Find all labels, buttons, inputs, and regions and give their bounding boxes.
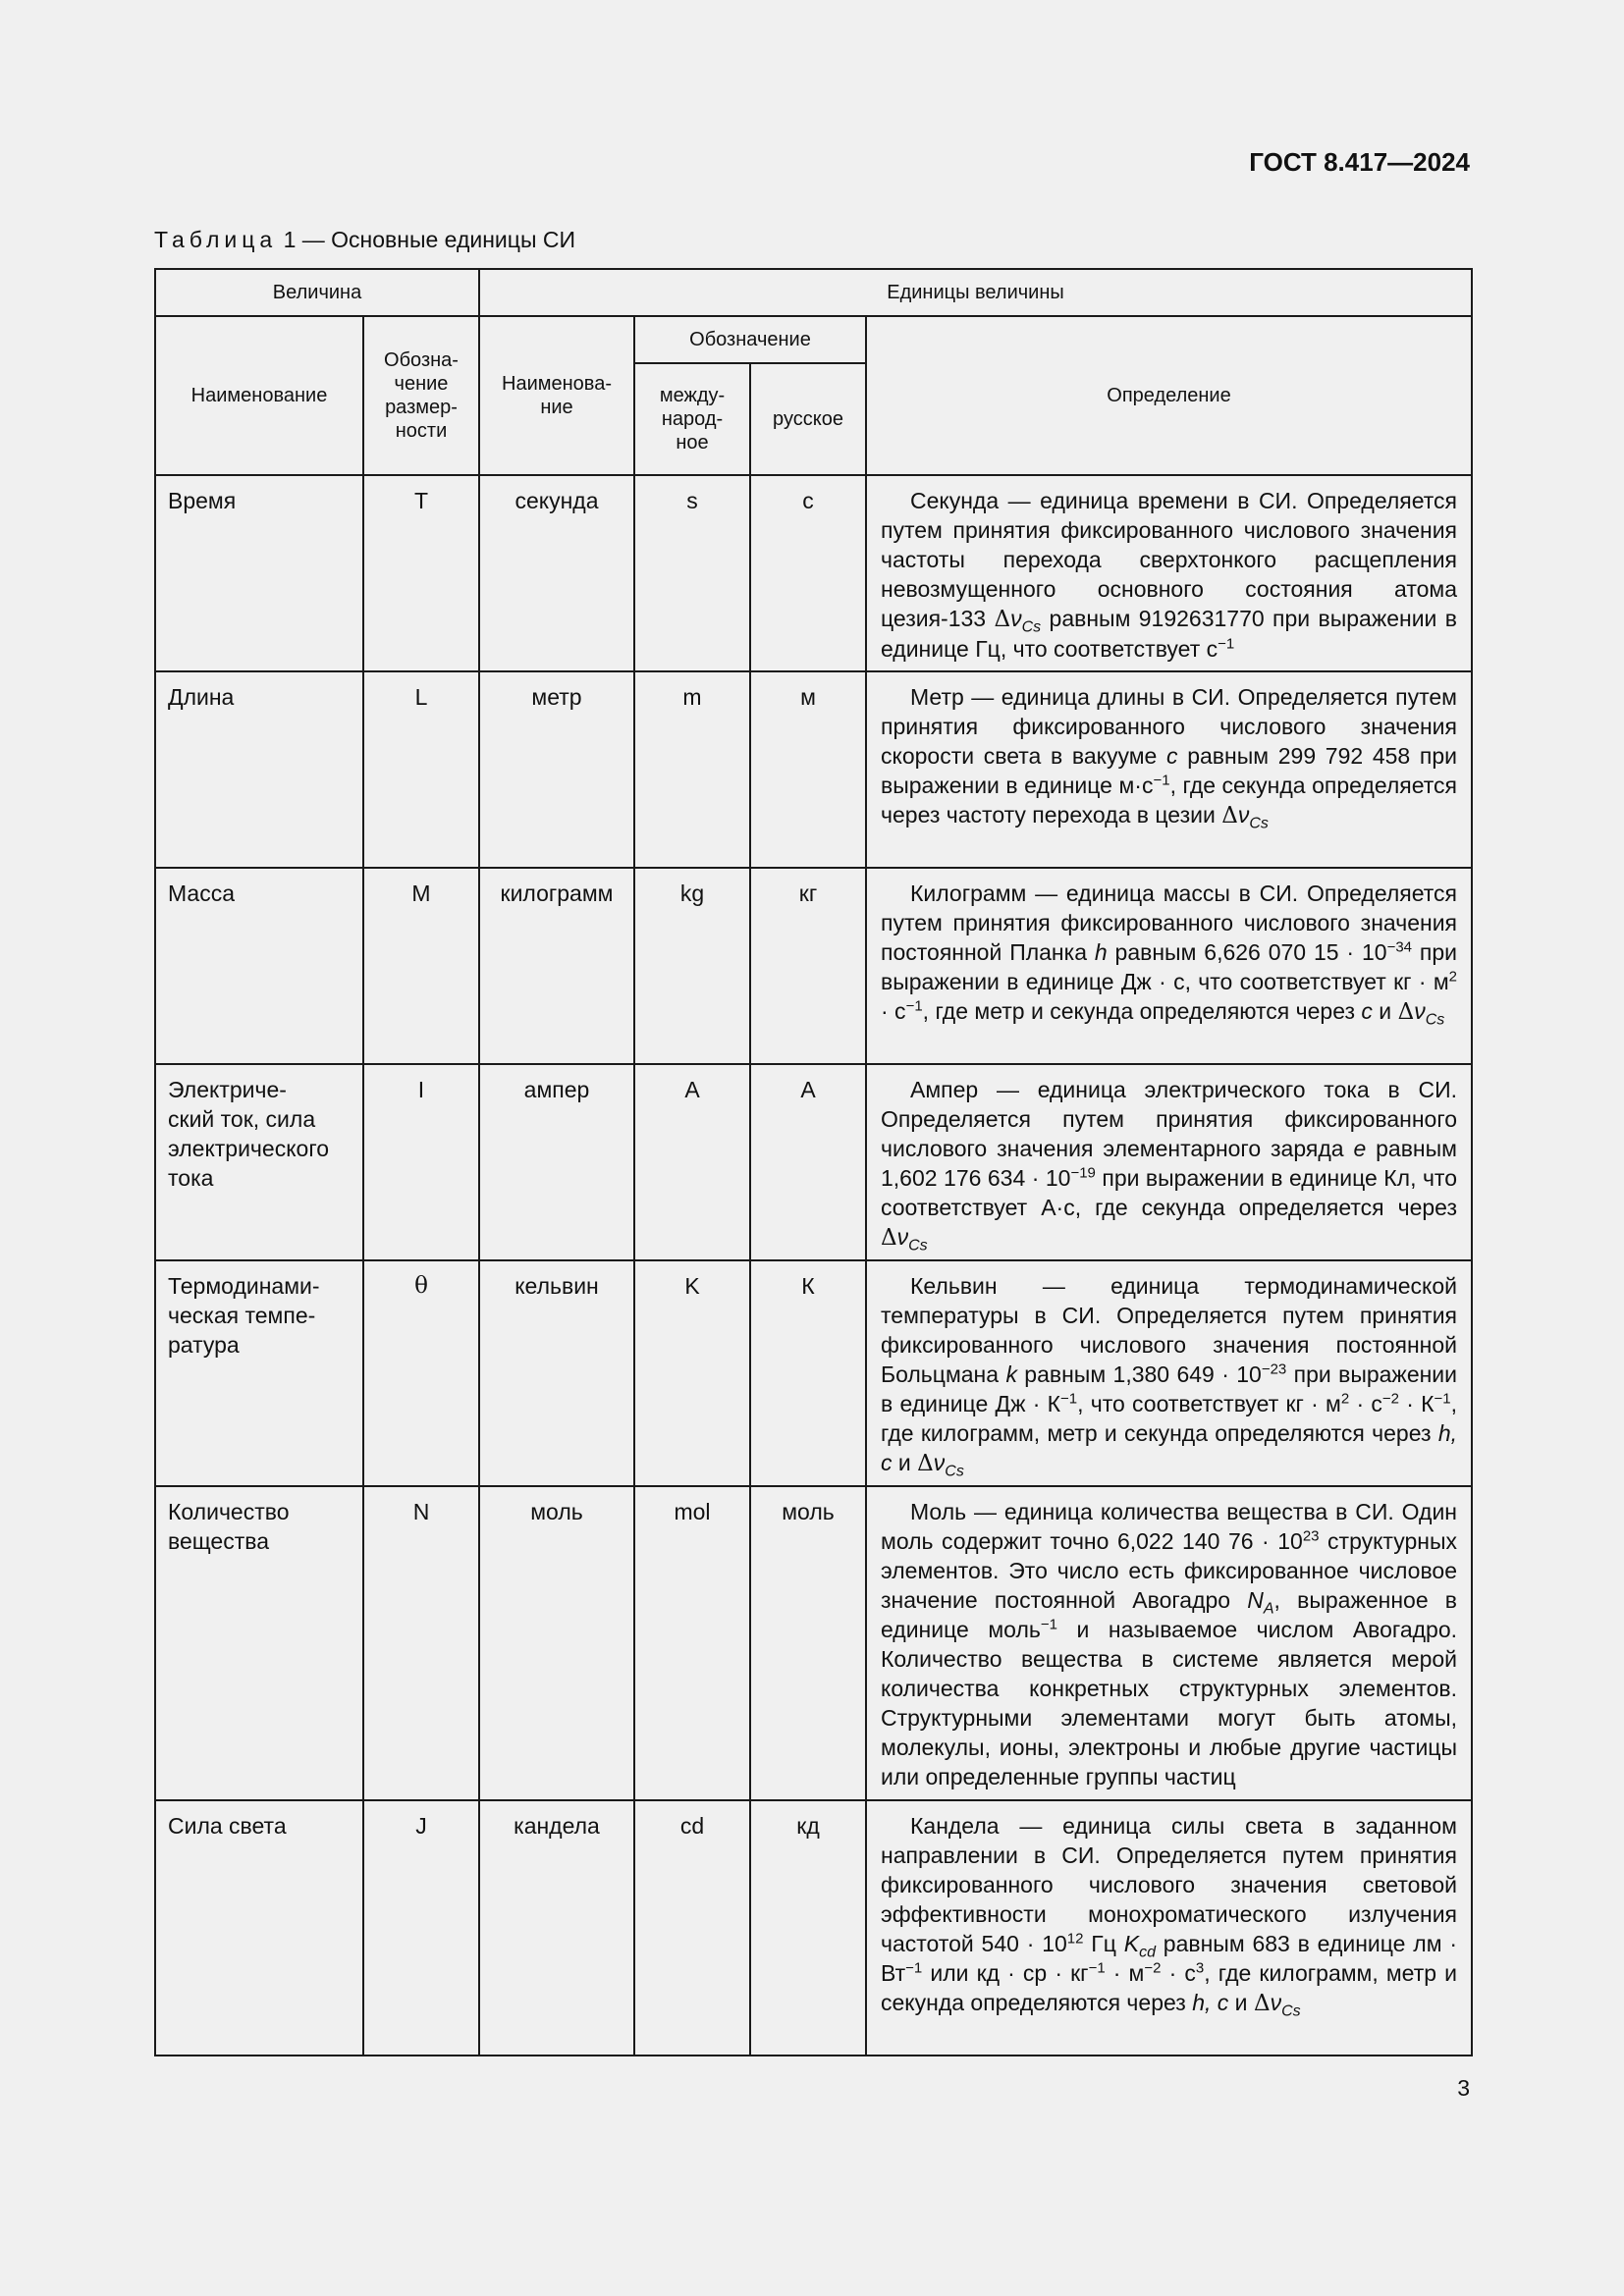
russian-symbol: кг [750, 868, 866, 1064]
si-units-table [154, 268, 1473, 2056]
definition-text: Секунда — единица времени в СИ. Определяется путем принятия фиксированного числового значения частоты перехода сверхтонкого расщепления невозмущенного основного состояния атома цезия-133 $\Delta\nu_{Cs}$ равным 9192631770 при выражении в единице Гц, что соответствует $с^{-1}$ [866, 475, 1472, 671]
dimension-symbol: I [363, 1064, 479, 1260]
russian-symbol: с [750, 475, 866, 671]
dimension-symbol: J [363, 1800, 479, 2056]
header-definition: Определение [866, 316, 1472, 475]
header-quantity: Величина [155, 269, 479, 316]
standard-number: ГОСТ 8.417—2024 [1249, 147, 1470, 177]
header-russian: русское [750, 363, 866, 475]
unit-name: кельвин [479, 1260, 634, 1486]
table-row [155, 671, 1472, 868]
definition-text: Моль — единица количества вещества в СИ. Один моль содержит точно 6,022 140 $76 \cdot 10^{23}$ структурных элементов. Это число есть фиксированное числовое значение постоянной Авогадро $N_A$, выраженное в единице моль$^{-1}$ и называемое числом Авогадро. Количество вещества в системе является мерой количества конкретных структурных элементов. Структурными элементами могут быть атомы, молекулы, ионы, электроны и любые другие частицы или определенные группы частиц [866, 1486, 1472, 1800]
russian-symbol: м [750, 671, 866, 868]
unit-name: кандела [479, 1800, 634, 2056]
header-unit-name: Наименова- ние [479, 316, 634, 475]
caption-word: Таблица [154, 227, 278, 252]
unit-name: ампер [479, 1064, 634, 1260]
definition-text: Килограмм — единица массы в СИ. Определяется путем принятия фиксированного числового значения постоянной Планка h равным 6,626 070 $15 \cdot 10^{-34}$ при выражении в единице Дж · с, что соответствует кг · $м^2 \cdot с^{-1}$, где метр и секунда определяются через c и $\Delta\nu_{Cs}$ [866, 868, 1472, 1064]
quantity-name: Время [155, 475, 363, 671]
definition-text: Метр — единица длины в СИ. Определяется путем принятия фиксированного числового значения скорости света в вакууме c равным 299 792 458 при выражении в единице $м\cdot с^{-1}$, где секунда определяется через частоту перехода в цезии $\Delta\nu_{Cs}$ [866, 671, 1472, 868]
russian-symbol: кд [750, 1800, 866, 2056]
international-symbol: m [634, 671, 750, 868]
header-dimension: Обозна- чение размер- ности [363, 316, 479, 475]
international-symbol: mol [634, 1486, 750, 1800]
header-international: между- народ- ное [634, 363, 750, 475]
russian-symbol: моль [750, 1486, 866, 1800]
international-symbol: s [634, 475, 750, 671]
quantity-name: Длина [155, 671, 363, 868]
table-caption [154, 227, 575, 253]
table-row [155, 1800, 1472, 2056]
quantity-name: Сила света [155, 1800, 363, 2056]
unit-name: метр [479, 671, 634, 868]
caption-title: 1 — Основные единицы СИ [277, 227, 576, 252]
header-name: Наименование [155, 316, 363, 475]
table-row [155, 868, 1472, 1064]
definition-text: Кандела — единица силы света в заданном направлении в СИ. Определяется путем принятия фиксированного числового значения световой эффективности монохроматического излучения частотой $540 \cdot 10^{12}$ Гц $K_{cd}$ равным 683 в единице лм · $Вт^{-1}$ или кд · ср · $кг^{-1} \cdot м^{-2} \cdot с^3$, где килограмм, метр и секунда определяются через h, c и $\Delta\nu_{Cs}$ [866, 1800, 1472, 2056]
table-row [155, 1064, 1472, 1260]
definition-text: Кельвин — единица термодинамической температуры в СИ. Определяется путем принятия фиксированного числового значения постоянной Больцмана k равным 1,380 $649 \cdot 10^{-23}$ при выражении в единице Дж · $К^{-1}$, что соответствует кг · $м^2 \cdot с^{-2} \cdot К^{-1}$, где килограмм, метр и секунда определяются через h, c и $\Delta\nu_{Cs}$ [866, 1260, 1472, 1486]
table-row [155, 1486, 1472, 1800]
quantity-name: Масса [155, 868, 363, 1064]
dimension-symbol: N [363, 1486, 479, 1800]
quantity-name: Термодинами- ческая темпе- ратура [155, 1260, 363, 1486]
header-designation: Обозначение [634, 316, 866, 363]
international-symbol: K [634, 1260, 750, 1486]
dimension-symbol: θ [363, 1260, 479, 1486]
quantity-name: Количество вещества [155, 1486, 363, 1800]
unit-name: моль [479, 1486, 634, 1800]
russian-symbol: К [750, 1260, 866, 1486]
international-symbol: cd [634, 1800, 750, 2056]
unit-name: килограмм [479, 868, 634, 1064]
quantity-name: Электриче- ский ток, сила электрического тока [155, 1064, 363, 1260]
unit-name: секунда [479, 475, 634, 671]
dimension-symbol: L [363, 671, 479, 868]
definition-text: Ампер — единица электрического тока в СИ. Определяется путем принятия фиксированного числового значения элементарного заряда e равным 1,602 176 $634 \cdot 10^{-19}$ при выражении в единице Кл, что соответствует А·с, где секунда определяется через $\Delta\nu_{Cs}$ [866, 1064, 1472, 1260]
international-symbol: A [634, 1064, 750, 1260]
dimension-symbol: M [363, 868, 479, 1064]
table-row [155, 475, 1472, 671]
table-row [155, 1260, 1472, 1486]
header-units: Единицы величины [479, 269, 1472, 316]
international-symbol: kg [634, 868, 750, 1064]
page-number: 3 [1457, 2075, 1470, 2101]
russian-symbol: А [750, 1064, 866, 1260]
dimension-symbol: T [363, 475, 479, 671]
